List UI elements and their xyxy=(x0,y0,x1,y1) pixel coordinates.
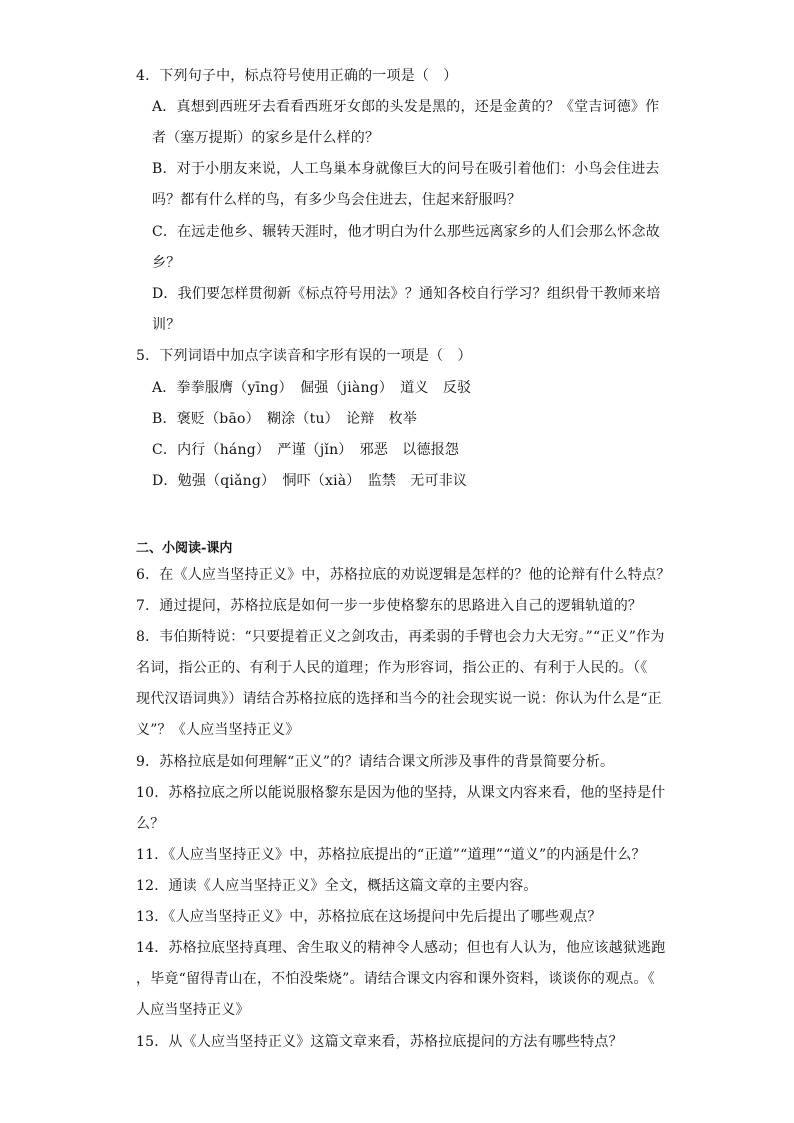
question-9: 9．苏格拉底是如何理解“正义”的？请结合课文所涉及事件的背景简要分析。 xyxy=(136,754,615,770)
question-4-option-b-line-2: 吗？都有什么样的鸟，有多少鸟会住进去，住起来舒服吗？ xyxy=(152,192,522,208)
question-15: 15．从《人应当坚持正义》这篇文章来看，苏格拉底提问的方法有哪些特点？ xyxy=(136,1034,623,1050)
section-2-title: 二、小阅读-课内 xyxy=(136,541,233,556)
question-12: 12．通读《人应当坚持正义》全文，概括这篇文章的主要内容。 xyxy=(136,878,538,894)
question-4-stem: 4．下列句子中，标点符号使用正确的一项是（ ） xyxy=(136,68,458,84)
question-5-stem: 5．下列词语中加点字读音和字形有误的一项是（ ） xyxy=(136,348,472,364)
question-4-option-c-line-1: C．在远走他乡、辗转天涯时，他才明白为什么那些远离家乡的人们会那么怀念故 xyxy=(152,224,660,240)
question-4-option-b-line-1: B．对于小朋友来说，人工鸟巢本身就像巨大的问号在吸引着他们：小鸟会住进去 xyxy=(152,161,660,177)
question-5-option-b: B．褒贬（bāo） 糊涂（tu） 论辩 枚举 xyxy=(152,411,418,427)
question-8-line-1: 8．韦伯斯特说：“只要提着正义之剑攻击，再柔弱的手臂也会力大无穷。”“正义”作为 xyxy=(136,629,665,645)
question-5-option-a: A．拳拳服膺（yīng） 倔强（jiàng） 道义 反驳 xyxy=(152,380,472,396)
question-6: 6．在《人应当坚持正义》中，苏格拉底的劝说逻辑是怎样的？他的论辩有什么特点？ xyxy=(136,567,671,583)
question-10-line-1: 10．苏格拉底之所以能说服格黎东是因为他的坚持，从课文内容来看，他的坚持是什 xyxy=(136,785,666,801)
question-4-option-d-line-2: 训？ xyxy=(152,317,181,333)
question-8-line-2: 名词，指公正的、有利于人民的道理；作为形容词，指公正的、有利于人民的。（《 xyxy=(136,660,648,676)
question-14-line-1: 14．苏格拉底坚持真理、舍生取义的精神令人感动；但也有人认为，他应该越狱逃跑 xyxy=(136,940,666,956)
question-7: 7．通过提问，苏格拉底是如何一步一步使格黎东的思路进入自己的逻辑轨道的？ xyxy=(136,598,643,614)
question-11: 11．《人应当坚持正义》中，苏格拉底提出的“正道”“道理”“道义”的内涵是什么？ xyxy=(136,847,646,863)
question-8-line-4: 义”？《人应当坚持正义》 xyxy=(136,722,300,738)
question-14-line-3: 人应当坚持正义》 xyxy=(136,1002,250,1018)
question-4-option-a-line-1: A．真想到西班牙去看看西班牙女郎的头发是黑的，还是金黄的？《堂吉诃德》作 xyxy=(152,99,660,115)
question-5-option-c: C．内行（háng） 严谨（jǐn） 邪恶 以德报怨 xyxy=(152,442,460,458)
question-10-line-2: 么？ xyxy=(136,816,165,832)
question-14-line-2: ，毕竟“留得青山在，不怕没柴烧”。请结合课文内容和课外资料，谈谈你的观点。《 xyxy=(136,971,655,987)
question-4-option-a-line-2: 者（塞万提斯）的家乡是什么样的？ xyxy=(152,130,380,146)
question-8-line-3: 现代汉语词典》）请结合苏格拉底的选择和当今的社会现实说一说：你认为什么是“正 xyxy=(136,691,662,707)
question-4-option-d-line-1: D．我们要怎样贯彻新《标点符号用法》？通知各校自行学习？组织骨干教师来培 xyxy=(152,286,661,302)
question-13: 13．《人应当坚持正义》中，苏格拉底在这场提问中先后提出了哪些观点？ xyxy=(136,909,602,925)
question-5-option-d: D．勉强（qiǎng） 恫吓（xià） 监禁 无可非议 xyxy=(152,473,468,489)
question-4-option-c-line-2: 乡？ xyxy=(152,255,181,271)
